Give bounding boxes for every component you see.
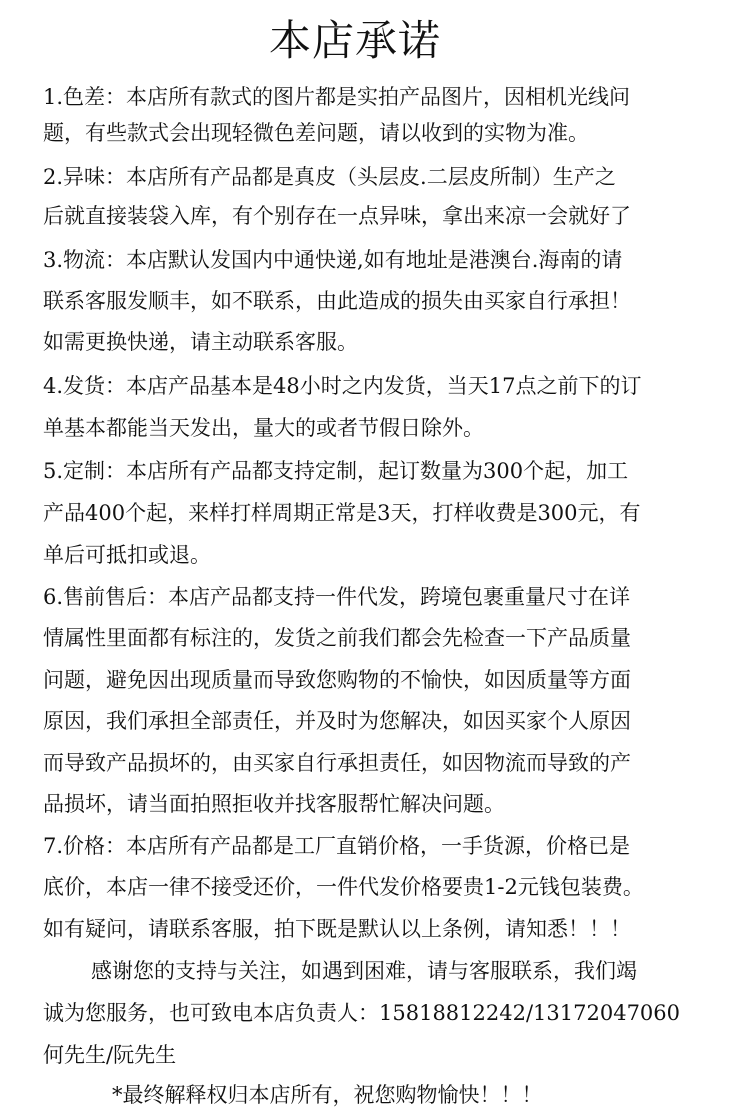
item-6-line-4: 原因，我们承担全部责任，并及时为您解决，如因买家个人原因 [43,709,631,733]
item-6-line-2: 情属性里面都有标注的，发货之前我们都会先检查一下产品质量 [43,626,631,650]
item-2-line-1: 2.异味：本店所有产品都是真皮（头层皮.二层皮所制）生产之 [43,165,616,189]
item-1-line-2: 题，有些款式会出现轻微色差问题，请以收到的实物为准。 [43,121,589,145]
final-note: *最终解释权归本店所有，祝您购物愉快！！！ [112,1083,543,1107]
item-6-line-3: 问题，避免因出现质量而导致您购物的不愉快，如因质量等方面 [43,668,631,692]
item-5-line-2: 产品400个起，来样打样周期正常是3天，打样收费是300元，有 [43,501,641,525]
item-4-line-2: 单基本都能当天发出，量大的或者节假日除外。 [43,416,484,440]
item-6-line-6: 品损坏，请当面拍照拒收并找客服帮忙解决问题。 [43,792,505,816]
item-7-line-3: 如有疑问，请联系客服，拍下既是默认以上条例，请知悉！！！ [43,917,631,941]
item-7-line-1: 7.价格：本店所有产品都是工厂直销价格，一手货源，价格已是 [43,834,631,858]
item-6-line-1: 6.售前售后：本店产品都支持一件代发，跨境包裹重量尺寸在详 [43,585,631,609]
item-3-line-2: 联系客服发顺丰，如不联系，由此造成的损失由买家自行承担！ [43,289,631,313]
closing-line-3: 何先生/阮先生 [43,1043,177,1067]
closing-line-1: 感谢您的支持与关注，如遇到困难，请与客服联系，我们竭 [91,959,637,983]
item-6-line-5: 而导致产品损坏的，由买家自行承担责任，如因物流而导致的产 [43,751,631,775]
item-7-line-2: 底价，本店一律不接受还价，一件代发价格要贵1-2元钱包装费。 [43,875,644,899]
item-5-line-1: 5.定制：本店所有产品都支持定制，起订数量为300个起，加工 [43,459,629,483]
closing-line-2: 诚为您服务，也可致电本店负责人：15818812242/13172047060 [43,1001,681,1025]
item-3-line-3: 如需更换快递，请主动联系客服。 [43,330,358,354]
item-1-line-1: 1.色差：本店所有款式的图片都是实拍产品图片，因相机光线问 [43,85,631,109]
item-4-line-1: 4.发货：本店产品基本是48小时之内发货，当天17点之前下的订 [43,374,642,398]
item-5-line-3: 单后可抵扣或退。 [43,543,211,567]
item-3-line-1: 3.物流：本店默认发国内中通快递,如有地址是港澳台.海南的请 [43,248,623,272]
page-title: 本店承诺 [268,16,441,65]
item-2-line-2: 后就直接装袋入库，有个别存在一点异味，拿出来凉一会就好了 [43,204,631,228]
